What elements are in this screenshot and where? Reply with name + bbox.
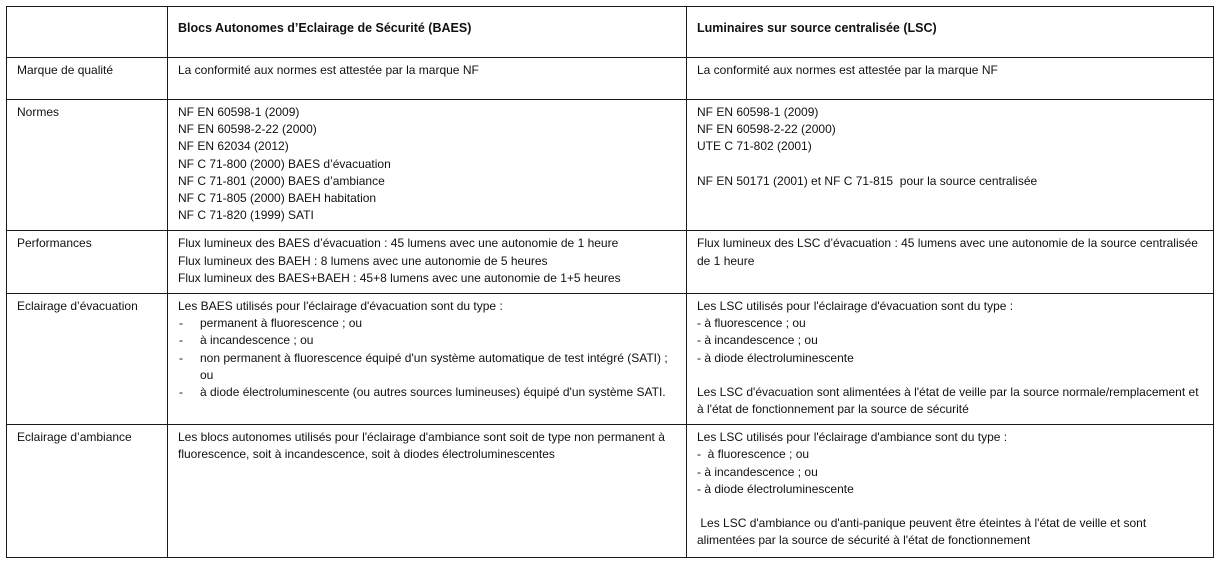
norme-line: NF EN 60598-1 (2009): [178, 105, 300, 119]
header-baes: Blocs Autonomes d’Eclairage de Sécurité (BAES): [168, 7, 687, 58]
list-item: - à incandescence ; ou: [178, 332, 676, 349]
cell-normes-baes: [168, 100, 687, 231]
norme-source-centralisee: NF EN 50171 (2001) et NF C 71-815 pour la source centralisée: [697, 173, 1038, 188]
performance-line: Flux lumineux des BAES d’évacuation : 45 lumens avec une autonomie de 1 heure: [178, 236, 619, 251]
row-label-normes: Normes: [7, 100, 168, 231]
comparison-table: [6, 6, 1214, 558]
list-item: - à fluorescence ; ou: [697, 447, 810, 462]
norme-line: NF C 71-800 (2000) BAES d’évacuation: [178, 156, 391, 171]
norme-line: UTE C 71-802 (2001): [697, 139, 812, 154]
table-row-performances: [7, 231, 1214, 294]
header-lsc: Luminaires sur source centralisée (LSC): [687, 7, 1214, 58]
header-empty-cell: [7, 7, 168, 58]
norme-line: NF C 71-801 (2000) BAES d’ambiance: [178, 173, 385, 188]
list-item: - à incandescence ; ou: [697, 464, 818, 479]
cell-performances-lsc: Flux lumineux des LSC d’évacuation : 45 lumens avec une autonomie de la source centralisée de 1 heure: [687, 231, 1214, 294]
list-item: - à incandescence ; ou: [697, 333, 818, 348]
cell-marque-baes: La conformité aux normes est attestée par la marque NF: [168, 58, 687, 100]
norme-line: NF C 71-805 (2000) BAEH habitation: [178, 191, 377, 206]
cell-normes-lsc: [687, 100, 1214, 231]
norme-line: NF EN 62034 (2012): [178, 139, 289, 154]
list-item: - à diode électroluminescente: [697, 481, 854, 496]
cell-ambiance-baes: Les blocs autonomes utilisés pour l'éclairage d'ambiance sont soit de type non permanent à fluorescence, soit à incandescence, soit à diodes électroluminescentes: [168, 425, 687, 558]
ambiance-lsc-intro: Les LSC utilisés pour l'éclairage d'ambiance sont du type :: [697, 430, 1008, 445]
table-row-evacuation: [7, 294, 1214, 425]
cell-marque-lsc: La conformité aux normes est attestée par la marque NF: [687, 58, 1214, 100]
norme-line: NF EN 60598-2-22 (2000): [697, 122, 836, 137]
list-item: - permanent à fluorescence ; ou: [178, 315, 676, 332]
ambiance-lsc-note: Les LSC d'ambiance ou d'anti-panique peuvent être éteintes à l'état de veille et sont alimentées par la source de sécurité à l'état de fonctionnement: [697, 516, 1150, 548]
evacuation-baes-list: [178, 315, 676, 401]
cell-performances-baes: [168, 231, 687, 294]
cell-ambiance-lsc: [687, 425, 1214, 558]
row-label-evacuation: Eclairage d’évacuation: [7, 294, 168, 425]
evacuation-lsc-note: Les LSC d'évacuation sont alimentées à l'état de veille par la source normale/remplacement et à l'état de fonctionnement par la source de sécurité: [697, 384, 1199, 417]
row-label-performances: Performances: [7, 231, 168, 294]
table-row-marque: [7, 58, 1214, 100]
list-item: - à fluorescence ; ou: [697, 316, 806, 331]
evacuation-lsc-intro: Les LSC utilisés pour l'éclairage d'évacuation sont du type :: [697, 299, 1014, 314]
cell-evacuation-baes: [168, 294, 687, 425]
row-label-marque: Marque de qualité: [7, 58, 168, 100]
evacuation-baes-intro: Les BAES utilisés pour l'éclairage d'évacuation sont du type :: [178, 299, 503, 314]
performance-line: Flux lumineux des BAES+BAEH : 45+8 lumens avec une autonomie de 1+5 heures: [178, 270, 621, 285]
row-label-ambiance: Eclairage d’ambiance: [7, 425, 168, 558]
list-item: - non permanent à fluorescence équipé d'un système automatique de test intégré (SATI) ; ou: [178, 350, 676, 384]
norme-line: NF C 71-820 (1999) SATI: [178, 208, 314, 223]
list-item: - à diode électroluminescente: [697, 350, 854, 365]
norme-line: NF EN 60598-1 (2009): [697, 105, 819, 119]
table-header-row: [7, 7, 1214, 58]
list-item: - à diode électroluminescente (ou autres sources lumineuses) équipé d'un système SATI.: [178, 384, 676, 401]
table-row-ambiance: [7, 425, 1214, 558]
performance-line: Flux lumineux des BAEH : 8 lumens avec une autonomie de 5 heures: [178, 253, 548, 268]
norme-line: NF EN 60598-2-22 (2000): [178, 122, 317, 137]
table-row-normes: [7, 100, 1214, 231]
cell-evacuation-lsc: [687, 294, 1214, 425]
